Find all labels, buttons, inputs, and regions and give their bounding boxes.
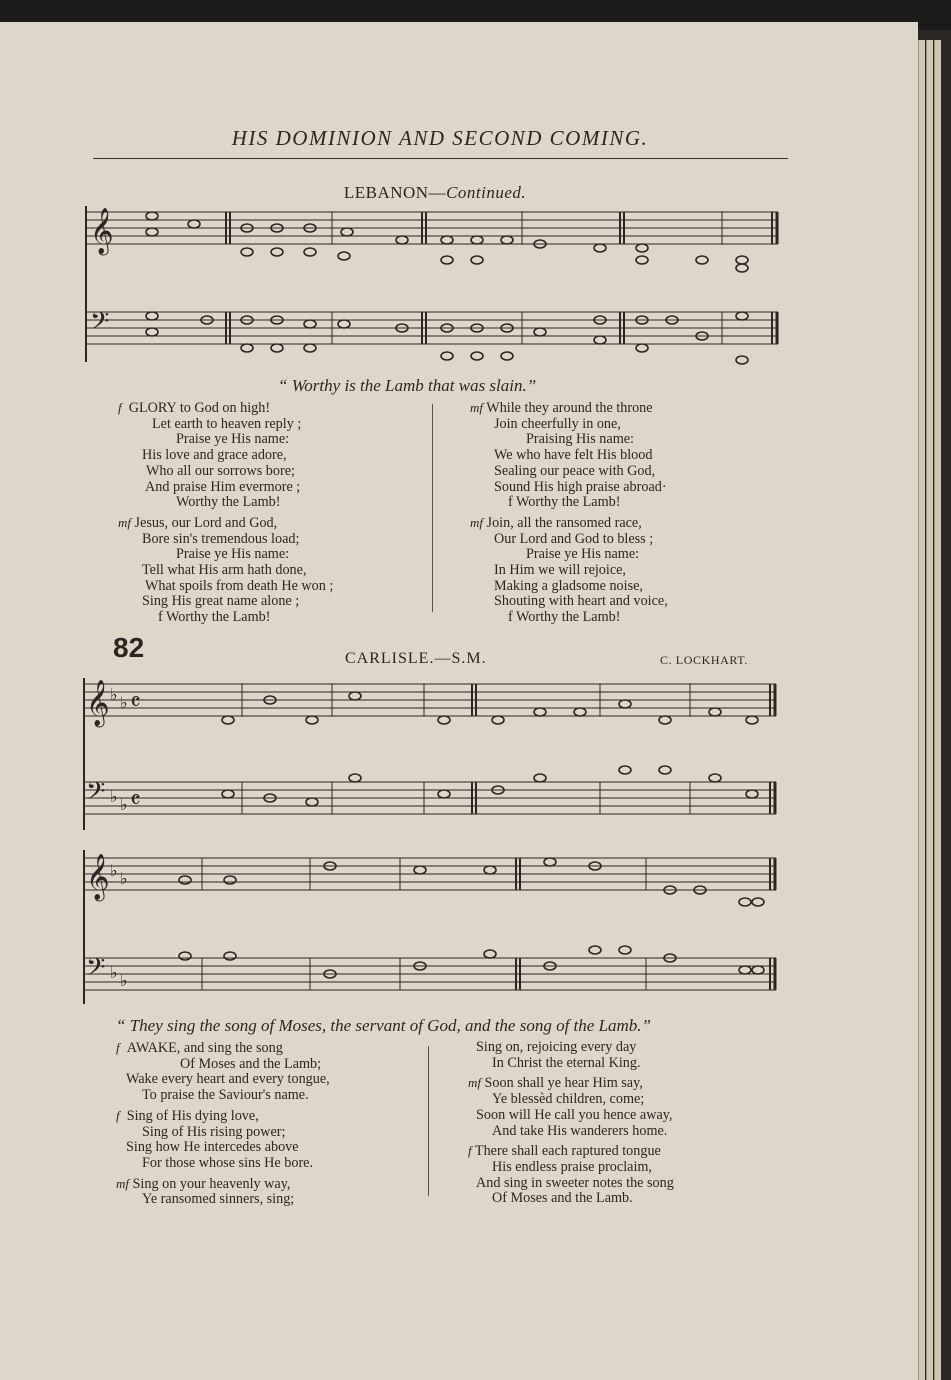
page-edge [918,40,925,1380]
verse-line: Wake every heart and every tongue, [126,1071,330,1088]
hymn2-motto: “ They sing the song of Moses, the servant of God, and the song of the Lamb.” [116,1016,652,1035]
verse-line: Sing of His dying love, [126,1107,259,1124]
verse-line: Tell what His arm hath done, [142,562,307,579]
verse-line: And sing in sweeter notes the song [476,1174,674,1191]
dynamic-mark: f [116,1107,120,1123]
stanza-line [118,400,333,417]
verse-line: His love and grace adore, [142,447,287,464]
verse-line: To praise the Saviour's name. [142,1087,309,1104]
svg-text:𝄴: 𝄴 [130,786,141,814]
dynamic-mark: f [468,1143,472,1159]
verse-line: Who all our sorrows bore; [146,462,295,479]
svg-text:𝄞: 𝄞 [86,680,110,726]
verse-line: Ye ransomed sinners, sing; [142,1191,295,1208]
verse-line: GLORY to God on high! [128,400,271,416]
verse-line: And take His wanderers home. [492,1122,668,1139]
composer: C. LOCKHART. [660,653,748,667]
verse-line: Our Lord and God to bless ; [494,530,654,547]
dynamic-mark: mf [470,400,483,415]
svg-text:𝄞: 𝄞 [86,854,110,900]
tune-title-carlisle: CARLISLE.—S.M. [345,650,487,667]
verse-line: Shouting with heart and voice, [494,593,668,610]
verse-line: Praise ye His name: [176,546,290,563]
svg-text:𝄢: 𝄢 [90,307,110,342]
dynamic-mark: mf [470,514,483,530]
verse-line: Sing on, rejoicing every day [476,1039,637,1055]
lebanon-score [82,200,782,370]
verse-line: Of Moses and the Lamb. [492,1190,633,1207]
verse-line: Sing on your heavenly way, [132,1175,291,1192]
verse-line: Join cheerfully in one, [494,415,621,432]
hymn-number: 82 [113,632,145,663]
verse-line: There shall each raptured tongue [474,1143,661,1160]
svg-text:♭: ♭ [120,795,128,814]
verse-line: In Him we will rejoice, [494,562,626,579]
verse-line: What spoils from death He won ; [145,577,334,594]
verse-line: Sound His high praise abroad· [494,478,667,495]
verse-line: Praise ye His name: [526,546,640,563]
tune-title-suffix: Continued. [446,183,527,202]
verse-line: And praise Him evermore ; [145,478,301,495]
verse-line: f Worthy the Lamb! [508,609,621,626]
tune-title-name: LEBANON— [343,183,447,202]
verse-line: Jesus, our Lord and God, [134,514,278,531]
dynamic-mark: mf [116,1175,129,1191]
column-divider [432,404,433,612]
verse-line: Join, all the ransomed race, [486,514,642,531]
verse-line: Ye blessèd children, come; [492,1091,645,1108]
column-divider [428,1046,429,1196]
svg-text:𝄴: 𝄴 [130,688,141,716]
verse-line: In Christ the eternal King. [492,1054,641,1071]
verse-line: Praise ye His name: [176,431,290,448]
page-edge [926,40,933,1380]
verse-line: Worthy the Lamb! [176,494,281,511]
verse-line: We who have felt His blood [494,447,653,464]
verse-line: Praising His name: [526,431,634,448]
svg-text:♭: ♭ [110,861,118,880]
dynamic-mark: f [116,1040,120,1055]
running-head: HIS DOMINION AND SECOND COMING. [231,126,649,150]
dynamic-mark: mf [468,1075,481,1091]
svg-text:♭: ♭ [120,693,128,712]
svg-text:𝄢: 𝄢 [86,777,106,812]
dynamic-mark: mf [118,514,131,530]
carlisle-score [80,670,780,1010]
dynamic-mark: f [118,400,122,415]
verse-line: For those whose sins He bore. [142,1154,314,1171]
hymn2-right-column [468,1040,674,1207]
hymn1-motto: “ Worthy is the Lamb that was slain.” [278,376,537,395]
verse-line: Sealing our peace with God, [494,462,656,479]
verse-line: Let earth to heaven reply ; [152,415,302,432]
verse-line: Soon will He call you hence away, [476,1106,673,1123]
verse-line: His endless praise proclaim, [492,1158,652,1175]
verse-line: AWAKE, and sing the song [126,1040,283,1056]
page-edge [934,40,941,1380]
svg-text:♭: ♭ [110,685,118,704]
verse-line: f Worthy the Lamb! [158,609,271,626]
verse-line: Sing His great name alone ; [142,593,300,610]
svg-text:♭: ♭ [110,963,118,982]
verse-line: Making a gladsome noise, [494,577,643,594]
hymn2-left-column [116,1040,330,1208]
verse-line: Soon shall ye hear Him say, [484,1075,643,1092]
head-rule [93,158,788,159]
verse-line: Sing how He intercedes above [126,1139,299,1156]
hymn1-left-column [118,400,333,626]
svg-text:♭: ♭ [120,869,128,888]
svg-text:♭: ♭ [110,787,118,806]
verse-line: Bore sin's tremendous load; [142,530,300,547]
verse-line: Sing of His rising power; [142,1123,286,1140]
svg-text:♭: ♭ [120,971,128,990]
verse-line: f Worthy the Lamb! [508,494,621,511]
verse-line: While they around the throne [486,400,653,416]
hymn1-right-column [470,400,668,626]
svg-text:𝄢: 𝄢 [86,953,106,988]
verse-line: Of Moses and the Lamb; [180,1055,322,1072]
svg-text:𝄞: 𝄞 [90,208,114,254]
